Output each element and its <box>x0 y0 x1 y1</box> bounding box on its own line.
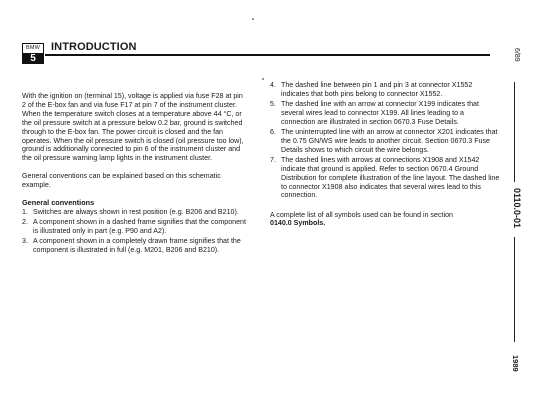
list-item: 7. The dashed lines with arrows at connections X1908 and X1542 indicate that ground is applied. Refer to section 0670.4 Ground Distribution for complete illustration of the line layout. The dashed line to connector X1908 also indicates that several wires lead to this connection. <box>270 155 500 200</box>
bmw-series-badge <box>22 43 44 64</box>
left-column <box>22 92 246 256</box>
conventions-heading: General conventions <box>22 198 95 208</box>
header-rule <box>45 54 490 56</box>
right-column <box>270 81 500 228</box>
symbols-section-ref: 0140.0 Symbols. <box>270 219 326 228</box>
intro-paragraph: With the ignition on (terminal 15), voltage is applied via fuse F28 at pin 2 of the E-box fan and via fuse F17 at pin 7 of the instrument cluster. When the temperature switch closes at a temperature above 44 °C, or the oil pressure switch at a pressure below 0.2 bar, ground is switched through to the E-box fan. The power circuit is closed and the fan operates. When the oil pressure switch is closed (oil pressure too low), ground is additionally connected to pin 6 of the instrument cluster and the oil pressure warning lamp lights in the instrument cluster. <box>22 92 244 163</box>
margin-section-number: 0110.0-01 <box>512 188 522 229</box>
conventions-list-left <box>22 208 246 255</box>
list-item: 2. A component shown in a dashed frame signifies that the component is illustrated only in part (e.g. P90 and A2). <box>22 218 246 235</box>
conventions-list-right <box>270 81 500 200</box>
conventions-intro: General conventions can be explained based on this schematic example. <box>22 172 221 190</box>
badge-brand: BMW <box>25 45 41 51</box>
list-item: 5. The dashed line with an arrow at connector X199 indicates that several wires lead to connector X199. All lines leading to a connection are illustrated in section 0670.3 Fuse Details. <box>270 100 479 126</box>
margin-rule-top <box>514 82 515 182</box>
list-item: 4. The dashed line between pin 1 and pin 3 at connector X1552 indicates that both pins belong to connector X1552. <box>270 81 473 98</box>
badge-series: 5 <box>23 53 43 64</box>
margin-year: 1989 <box>511 355 520 372</box>
margin-rule-bottom <box>514 237 515 342</box>
page-title: INTRODUCTION <box>51 41 137 53</box>
list-item: 3. A component shown in a completely drawn frame signifies that the component is illustrated in full (e.g. M201, B206 and B210). <box>22 237 241 254</box>
list-item: 6. The uninterrupted line with an arrow at connector X201 indicates that the 0.75 GN/WS wire leads to another circuit. Section 0670.3 Fuse Details shows to which circuit the wire belongs. <box>270 127 498 154</box>
list-item: 1. Switches are always shown in rest position (e.g. B206 and B210). <box>22 207 239 216</box>
scan-speck <box>262 78 264 80</box>
scan-speck <box>252 18 254 20</box>
margin-date: 6/89 <box>513 48 520 62</box>
symbols-reference: A complete list of all symbols used can be found in section 0140.0 Symbols. <box>270 210 453 228</box>
